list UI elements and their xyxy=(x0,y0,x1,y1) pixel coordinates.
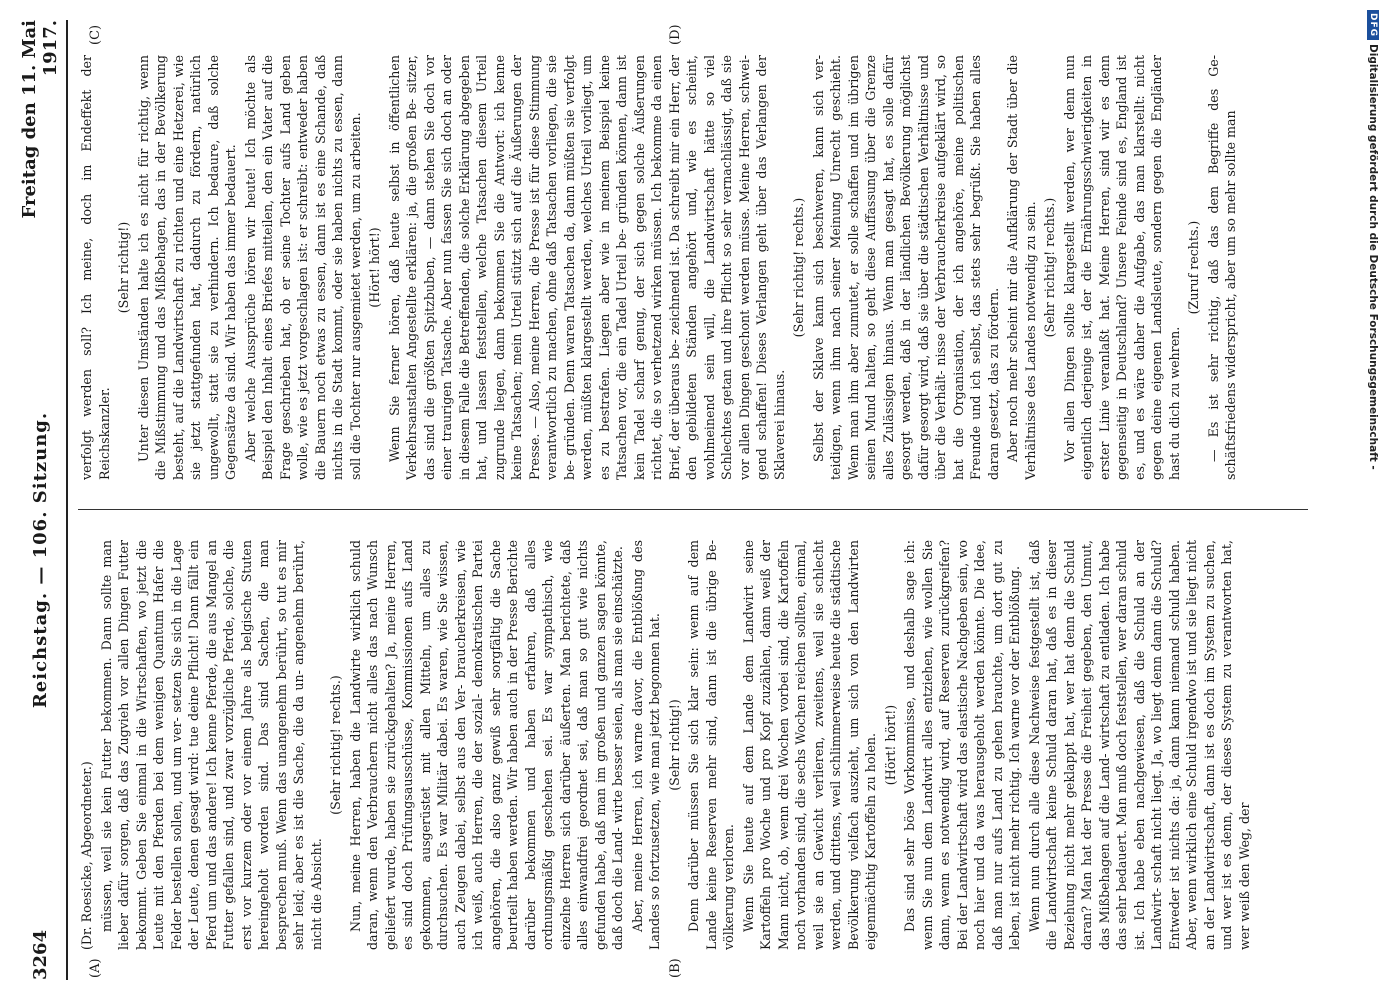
interjection: (Sehr richtig!) xyxy=(666,699,682,791)
interjection: (Sehr richtig!) xyxy=(116,221,131,314)
paragraph: Aber, meine Herren, ich warne davor, die Entblößung des Landes so fortzusetzen, wie man jetzt begonnen hat. xyxy=(629,540,662,950)
margin-marker-c: (C) xyxy=(88,24,103,45)
right-column xyxy=(78,55,1308,480)
paragraph: Selbst der Sklave kann sich beschweren, kann sich ver- teidigen, wenn ihm nach seiner Meinung Unrecht geschieht. Wenn man ihm aber zumutet, er solle schaffen und im übrigen seinen Mund halten, so geht diese Auffassung über die Grenze alles Zulässigen hinaus. Wenn man gesagt hat, es solle dafür gesorgt werden, daß in der ländlichen Bevölkerung möglichst dafür gesorgt wird, daß sie über die städtischen Verhältnisse und über die Verhält- nisse der Verbraucherkreise aufgeklärt wird, so hat die Organisation, der ich angehöre, meine politischen Freunde und ich selbst, das stets sehr begrüßt. Sie haben alles daran gesetzt, das zu fördern. xyxy=(810,55,1001,480)
interjection: (Sehr richtig! rechts.) xyxy=(791,197,806,338)
paragraph: Aber noch mehr scheint mir die Aufklärung der Stadt über die Verhältnisse des Landes notwendig zu sein. xyxy=(1005,55,1038,480)
margin-marker-a: (A) xyxy=(88,958,103,978)
session-title: Reichstag. — 106. Sitzung. xyxy=(29,411,51,709)
credit-text: Digitalisierung gefördert durch die Deutsche Forschungsgemeinschaft - xyxy=(1367,44,1379,470)
margin-marker-d: (D) xyxy=(668,24,683,45)
interjection: (Zuruf rechts.) xyxy=(1186,220,1201,315)
paragraph: Unter diesen Umständen halte ich es nicht für richtig, wenn die Mißstimmung und das Mißbehagen, das in der Bevölkerung besteht, auf die Landwirtschaft zu richten und eine Hetzerei, wie sie jetzt stattgefunden hat, dadurch zu fördern, natürlich ungewollt, statt sie zu verhindern. Ich bedaure, daß solche Gegensätze da sind. Wir haben das immer bedauert. xyxy=(135,55,238,480)
interjection: (Hört! hört!) xyxy=(367,227,382,308)
session-date: Freitag den 11. Mai 1917. xyxy=(19,20,61,219)
interjection: (Hört! hört!) xyxy=(882,704,898,786)
paragraph: Wenn Sie ferner hören, daß heute selbst in öffentlichen Verkehrsanstalten Angestellte erklären: ja, die großen Be- sitzer, das sind die größten Spitzbuben, — dann stehen Sie doch vor einer traurigen Tatsache. Aber nun fassen Sie sich doch an oder in diesem Falle die Betreffenden, die solche Erklärung abgegeben hat, und lassen feststellen, welche Tatsachen diesem Urteil zugrunde liegen, dann bekommen Sie die Antwort: ich kenne keine Tatsachen; mein Urteil stützt sich auf die Äußerungen der Presse. — Also, meine Herren, die Presse ist für diese Stimmung verantwortlich zu machen, ohne daß Tatsachen vorliegen, die sie be- gründen. Denn waren Tatsachen da, dann müßten sie verfolgt werden, müßten klargestellt werden, welches Urteil vorliegt, um es zu bestrafen. Liegen aber wie in meinem Beispiel keine Tatsachen vor, die ein Tadel Urteil be- gründen können, dann ist kein Tadel scharf genug, der sich gegen solche Äußerungen richtet, die so verhetzend wirken müssen. Ich bekomme da einen Brief, der überaus be- zeichnend ist. Da schreibt mir ein Herr, der den gebildeten Ständen angehört und, wie es scheint, wohlmeinend sein will, die Landwirtschaft hätte so viel Schlechtes getan und ihre Pflicht so sehr vernachlässigt, daß sie vor allen Dingen geschont werden müsse. Meine Herren, schwei- gend schaffen! Dieses Verlangen geht über das Verlangen der Sklaverei hinaus. xyxy=(386,55,787,480)
paragraph: Aber welche Aussprüche hören wir heute! Ich möchte als Beispiel den Inhalt eines Briefes mitteilen, den ein Vater auf die Frage geschrieben hat, ob er seine Tochter aufs Land geben wolle, wie es jetzt vorgeschlagen ist: er schreibt: entweder haben die Bauern noch etwas zu essen, dann ist es eine Schande, daß nichts in die Stadt kommt, oder sie haben nichts zu essen, dann soll die Tochter nur ausgemietet werden, um zu arbeiten. xyxy=(242,55,363,480)
header-rule xyxy=(66,20,68,980)
paragraph: Wenn nun durch alle diese Nachweise festgestellt ist, daß die Landwirtschaft keine Schuld daran hat, daß es in dieser Beziehung nicht mehr geklappt hat, wer hat denn die Schuld daran? Man hat der Presse die Freiheit gegeben, den Unmut, das Mißbehagen auf die Land- wirtschaft zu entladen. Ich habe das sehr bedauert. Man muß doch feststellen, wer daran schuld ist. Ich habe eben nachgewiesen, daß die Schuld an der Landwirt- schaft nicht liegt. Ja, wo liegt denn dann die Schuld? Entweder ist nichts da: ja, dann kann niemand schuld haben. Aber, wenn wirklich eine Schuld irgendwo ist und sie liegt nicht an der Landwirtschaft, dann ist es doch im System zu suchen, und wer ist es denn, der dieses System zu verantworten hat, wer weiß den Weg, der xyxy=(1026,540,1252,950)
paragraph: Denn darüber müssen Sie sich klar sein: wenn auf dem Lande keine Reserven mehr sind, dann ist die übrige Be- völkerung verloren. xyxy=(686,540,736,950)
paragraph: müssen, weil sie kein Futter bekommen. Dann sollte man lieber dafür sorgen, daß das Zugvieh vor allen Dingen Futter bekommt. Geben Sie einmal in die Wirtschaften, wo jetzt die Leute mit den Pferden bei dem wenigen Quantum Hafer die Felder bestellen sollen, und um ver- setzen Sie sich in die Lage der Leute, denen gesagt wird: tue deine Pflicht! Dann fällt ein Pferd um und das andere! Ich kenne Pferde, die aus Mangel an Futter gefallen sind, und zwar vorzügliche Pferde, solche, die erst vor kurzem oder vor einem Jahre als belgische Stuten hereingeholt worden sind. Das sind Sachen, die man besprechen muß. Wenn das unangenehm berührt, so tut es mir sehr leid; aber es ist die Sache, die da un- angenehm berührt, nicht die Absicht. xyxy=(98,540,324,950)
paragraph: Vor allen Dingen sollte klargestellt werden, wer denn nun eigentlich derjenige ist, der die Ernährungsschwierigkeiten in erster Linie veranlaßt hat. Meine Herren, sind wir es denn gegenseitig in Deutschland? Unsere Feinde sind es, England ist es, und es wäre daher die Aufgabe, das man klarstellt: nicht gegen deine eigenen Landsleute, sondern gegen die Engländer hast du dich zu wehren. xyxy=(1061,55,1182,480)
speaker-note: (Dr. Roesicke, Abgeordneter.) xyxy=(79,761,94,950)
column-divider xyxy=(78,509,1308,510)
interjection: (Sehr richtig! rechts.) xyxy=(328,675,343,815)
paragraph: Wenn Sie heute auf dem Lande dem Landwirt seine Kartoffeln pro Woche und pro Kopf zuzählen, dann weiß der Mann nicht, ob, wenn drei Wochen vorbei sind, die Kartoffeln noch vorhanden sind, die sechs Wochen reichen sollten, einmal, weil sie an Gewicht verlieren, zweitens, weil sie schlecht werden, und drittens, weil schlimmerweise heute die städtische Bevölkerung vielfach auszieht, um sich von den Landwirten eigenmächtig Kartoffeln zu holen. xyxy=(740,540,878,950)
paragraph: Das sind sehr böse Vorkommnisse, und deshalb sage ich: wenn Sie nun dem Landwirt alles entziehen, wie wollen Sie dann, wenn es notwendig wird, auf Reserven zurückgreifen? Bei der Landwirtschaft wird das elastische Nachgeben sein, wo noch hier und da was herausgeholt werden könnte. Die Idee, daß man nur aufs Land zu gehen brauchte, um dort gut zu leben, ist nicht mehr richtig. Ich warne vor der Entblößung. xyxy=(902,540,1022,950)
page-header xyxy=(10,20,70,980)
left-column xyxy=(78,540,1308,950)
paragraph: Nun, meine Herren, haben die Landwirte wirklich schuld daran, wenn den Verbrauchern nicht alles das nach Wunsch geliefert wurde, haben sie zurückgehalten? Ja, meine Herren, es sind doch Prüfungsausschüsse, Kommissionen aufs Land gekommen, ausgerüstet mit allen Mitteln, um alles zu durchsuchen. Es war Militär dabei. Es waren, wie Sie wissen, auch Zeugen dabei, selbst aus den Ver- braucherkreisen, wie ich weiß, auch Herren, die der sozial- demokratischen Partei angehören, die also ganz gewiß sehr sorgfältig die Sache beurteilt haben werden. Wir haben auch in der Presse Berichte darüber bekommen und haben erfahren, daß alles ordnungsmäßig geschehen sei. Es war sympathisch, wie einzelne Herren sich darüber äußerten. Man berichtete, daß alles einwandfrei geordnet sei, daß man so gut wie nichts gefunden habe, daß man im großen und ganzen sagen könnte, daß doch die Land- wirte besser seien, als man sie einschätzte. xyxy=(347,540,625,950)
interjection: (Sehr richtig! rechts.) xyxy=(1042,197,1057,338)
paragraph: — Es ist sehr richtig, daß das dem Begriffe des Ge- schäftsfriedens widerspricht, aber um so mehr sollte man xyxy=(1205,55,1238,480)
page-number: 3264 xyxy=(29,929,51,980)
margin-marker-b: (B) xyxy=(668,958,683,978)
digitization-credit xyxy=(1367,10,1379,990)
dfg-logo: DFG xyxy=(1367,10,1379,40)
paragraph: verfolgt werden soll? Ich meine, doch im Endeffekt der Reichskanzler. xyxy=(79,55,112,480)
